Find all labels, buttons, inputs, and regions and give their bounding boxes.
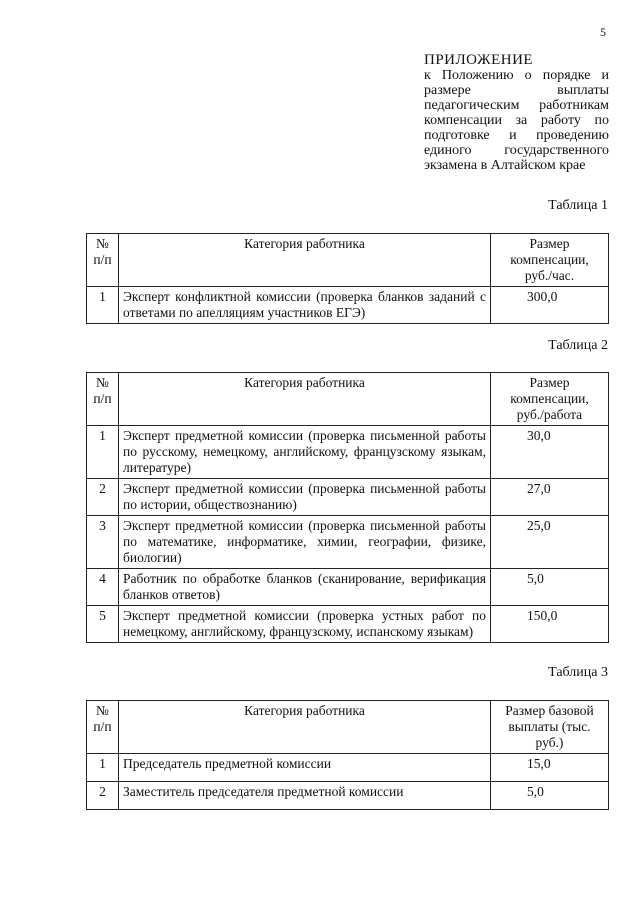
row-num: 1 — [87, 426, 119, 479]
row-category: Работник по обработке бланков (сканирование, верификация бланков ответов) — [119, 569, 491, 606]
row-category: Заместитель председателя предметной комиссии — [119, 782, 491, 810]
header-size: Размер базовой выплаты (тыс. руб.) — [491, 701, 609, 754]
appendix-title: ПРИЛОЖЕНИЕ — [424, 52, 534, 68]
row-num: 1 — [87, 754, 119, 782]
row-category: Председатель предметной комиссии — [119, 754, 491, 782]
table-2 — [86, 372, 609, 643]
page-number: 5 — [600, 25, 606, 39]
row-category: Эксперт предметной комиссии (проверка устных работ по немецкому, английскому, французскому, испанскому языкам) — [119, 606, 491, 643]
row-num: 2 — [87, 479, 119, 516]
row-num: 2 — [87, 782, 119, 810]
row-size: 5,0 — [491, 569, 609, 606]
row-num: 5 — [87, 606, 119, 643]
header-size: Размер компенсации, руб./работа — [491, 373, 609, 426]
table-row — [87, 287, 609, 324]
header-num: № п/п — [87, 373, 119, 426]
row-size: 300,0 — [491, 287, 609, 324]
row-size: 25,0 — [491, 516, 609, 569]
table-2-label: Таблица 2 — [548, 338, 608, 353]
table-row — [87, 516, 609, 569]
table-row — [87, 426, 609, 479]
row-category: Эксперт предметной комиссии (проверка письменной работы по математике, информатике, химии, географии, физике, биологии) — [119, 516, 491, 569]
row-num: 4 — [87, 569, 119, 606]
table-header-row — [87, 373, 609, 426]
row-size: 150,0 — [491, 606, 609, 643]
table-row — [87, 606, 609, 643]
table-1 — [86, 233, 609, 324]
row-category: Эксперт конфликтной комиссии (проверка бланков заданий с ответами по апелляциям участников ЕГЭ) — [119, 287, 491, 324]
table-row — [87, 754, 609, 782]
row-size: 27,0 — [491, 479, 609, 516]
appendix-text: к Положению о порядке и размере выплаты педагогическим работникам компенсации за работу по подготовке и проведению единого государственного экзамена в Алтайском крае — [424, 68, 609, 173]
header-num: № п/п — [87, 234, 119, 287]
table-3-label: Таблица 3 — [548, 665, 608, 680]
row-num: 3 — [87, 516, 119, 569]
row-size: 5,0 — [491, 782, 609, 810]
header-category: Категория работника — [119, 373, 491, 426]
table-row — [87, 569, 609, 606]
table-row — [87, 479, 609, 516]
header-size: Размер компенсации, руб./час. — [491, 234, 609, 287]
row-num: 1 — [87, 287, 119, 324]
table-1-label: Таблица 1 — [548, 198, 608, 213]
row-category: Эксперт предметной комиссии (проверка письменной работы по истории, обществознанию) — [119, 479, 491, 516]
row-size: 15,0 — [491, 754, 609, 782]
header-category: Категория работника — [119, 701, 491, 754]
appendix-block — [424, 52, 609, 173]
table-row — [87, 782, 609, 810]
header-category: Категория работника — [119, 234, 491, 287]
row-category: Эксперт предметной комиссии (проверка письменной работы по русскому, немецкому, английскому, французскому языкам, литературе) — [119, 426, 491, 479]
header-num: № п/п — [87, 701, 119, 754]
table-3 — [86, 700, 609, 810]
table-header-row — [87, 234, 609, 287]
table-header-row — [87, 701, 609, 754]
row-size: 30,0 — [491, 426, 609, 479]
